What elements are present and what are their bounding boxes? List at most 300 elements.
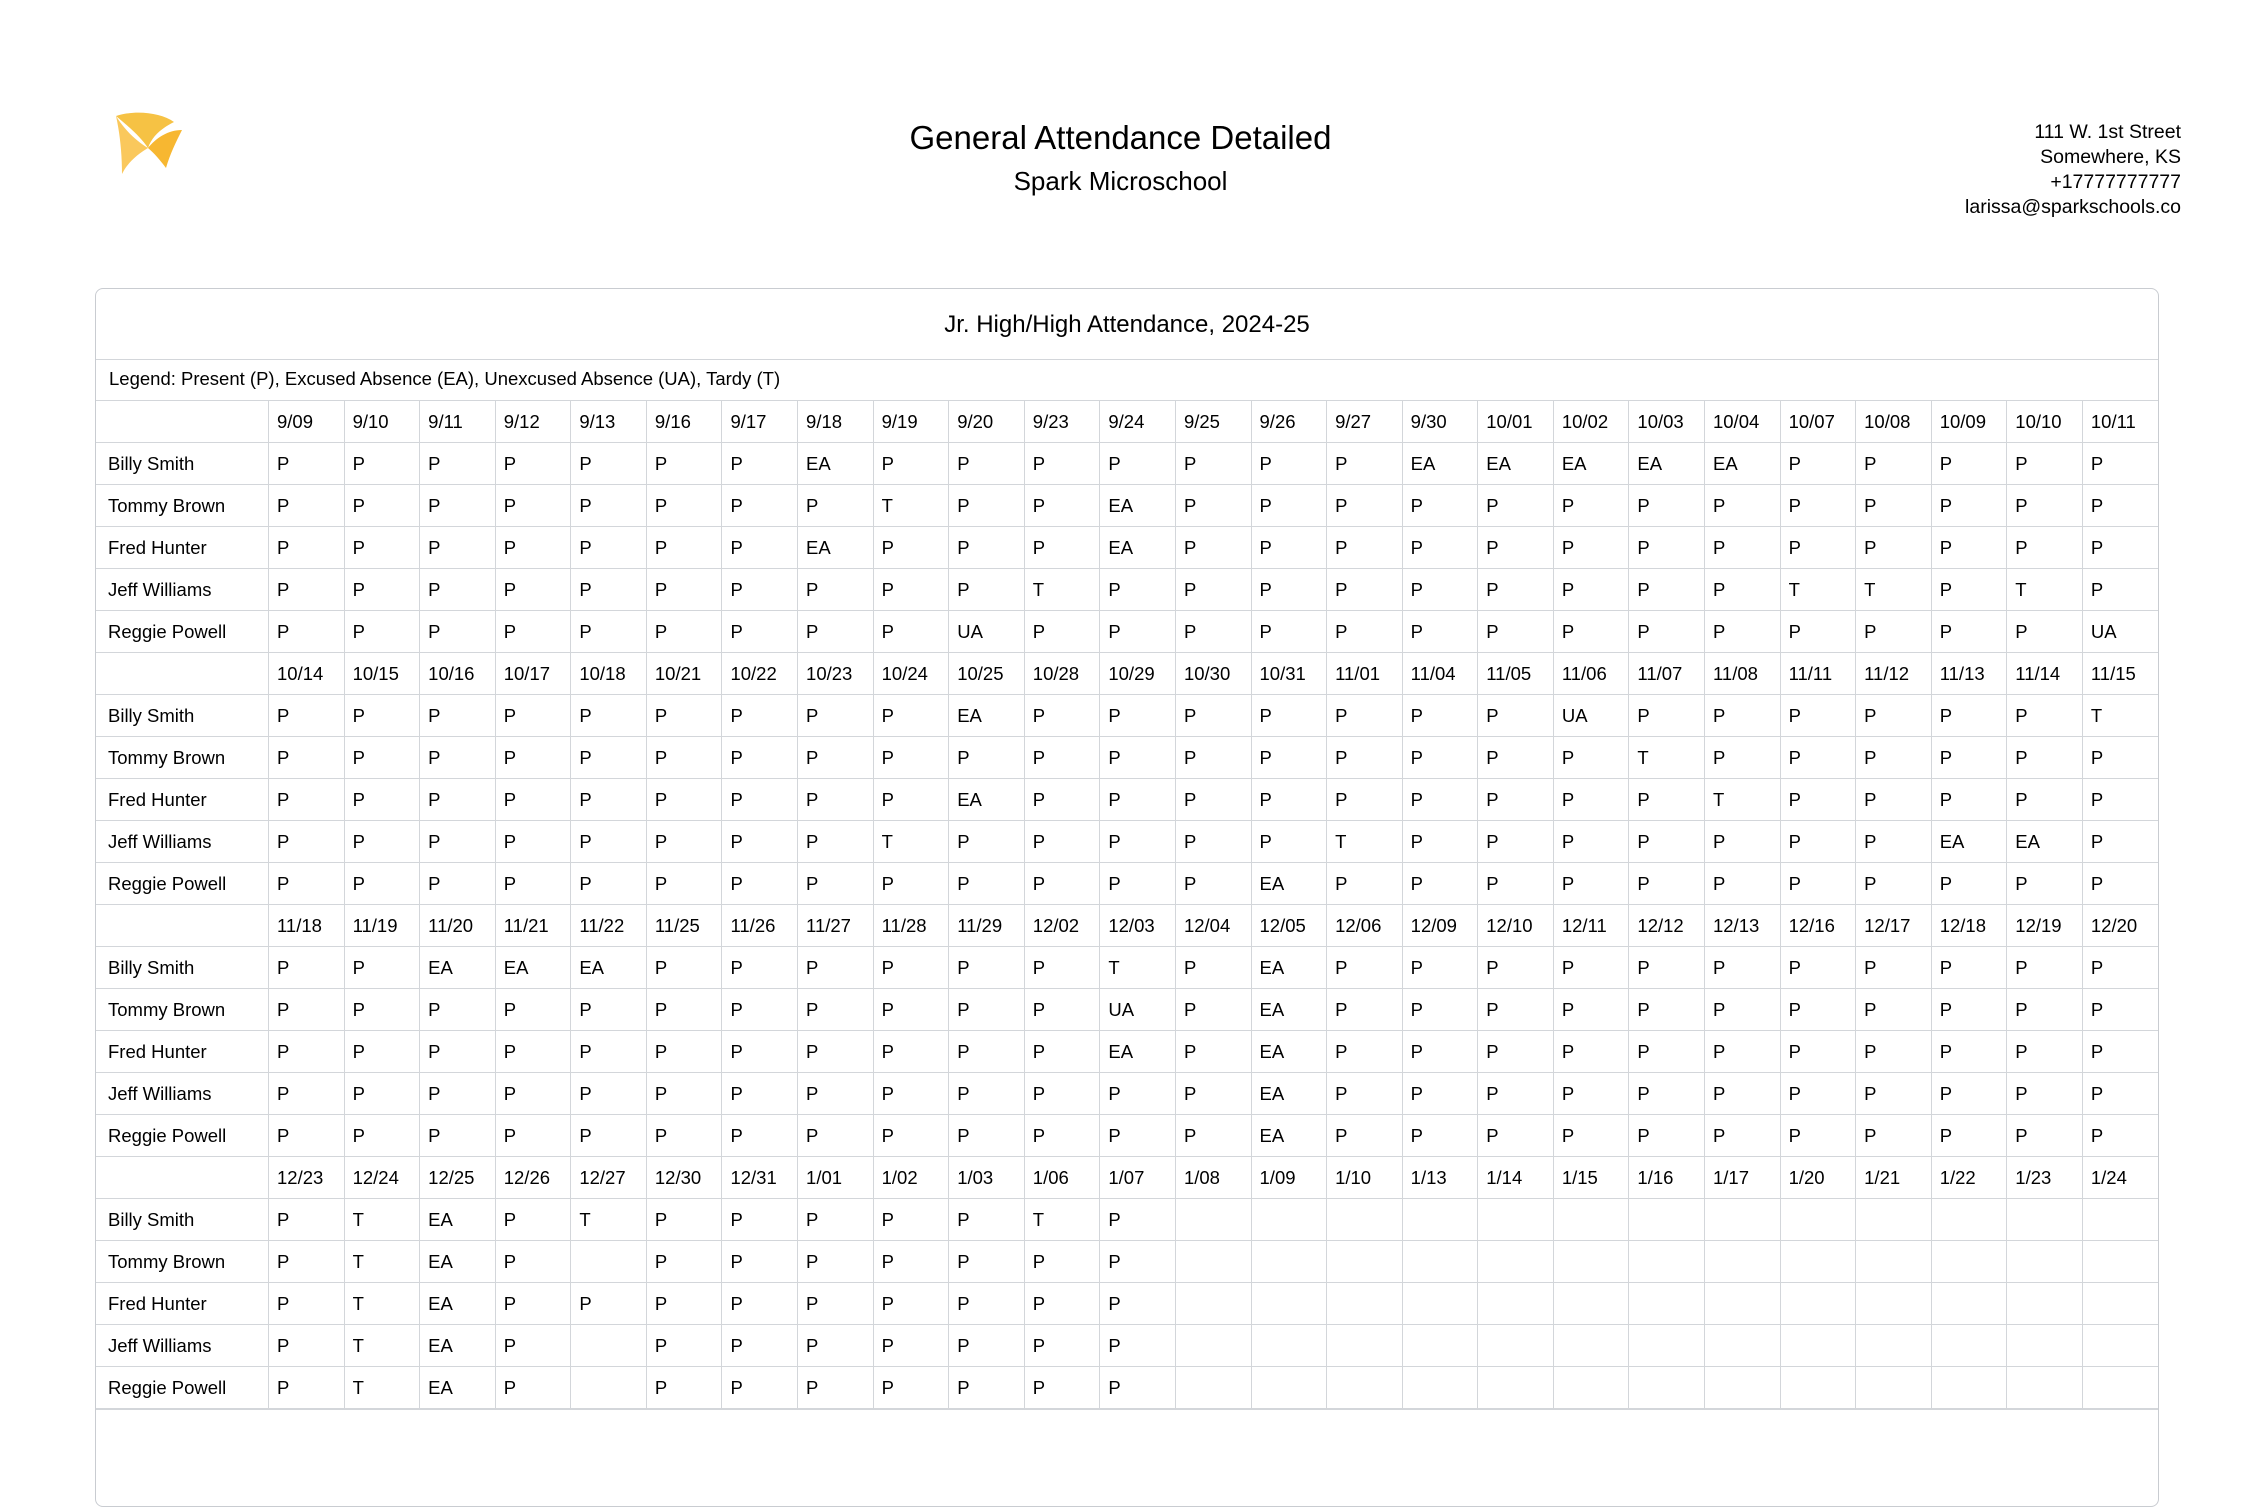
attendance-cell: P xyxy=(1100,695,1176,737)
attendance-cell: P xyxy=(1024,989,1100,1031)
attendance-cell: P xyxy=(420,485,496,527)
date-header-cell: 11/20 xyxy=(420,905,496,947)
attendance-cell: P xyxy=(949,821,1025,863)
attendance-cell: P xyxy=(1553,863,1629,905)
attendance-cell: P xyxy=(1553,569,1629,611)
attendance-cell: P xyxy=(344,695,420,737)
attendance-cell: P xyxy=(1856,485,1932,527)
attendance-cell: P xyxy=(1327,695,1403,737)
attendance-cell: P xyxy=(1175,947,1251,989)
attendance-cell: P xyxy=(1856,527,1932,569)
attendance-cell: EA xyxy=(1402,443,1478,485)
student-name-cell: Tommy Brown xyxy=(96,989,269,1031)
attendance-cell: P xyxy=(873,989,949,1031)
attendance-cell: P xyxy=(1175,569,1251,611)
date-header-cell: 12/23 xyxy=(269,1157,345,1199)
attendance-cell: P xyxy=(722,1367,798,1409)
attendance-cell: P xyxy=(1024,1115,1100,1157)
attendance-cell: P xyxy=(1553,821,1629,863)
attendance-cell: P xyxy=(1478,863,1554,905)
attendance-cell: T xyxy=(1024,1199,1100,1241)
attendance-cell xyxy=(2007,1367,2083,1409)
attendance-cell: T xyxy=(2007,569,2083,611)
attendance-cell: T xyxy=(344,1241,420,1283)
attendance-cell: P xyxy=(1402,779,1478,821)
attendance-cell: P xyxy=(949,1241,1025,1283)
attendance-cell: P xyxy=(873,569,949,611)
table-row xyxy=(96,1031,2158,1073)
attendance-cell: P xyxy=(722,779,798,821)
date-header-cell: 1/02 xyxy=(873,1157,949,1199)
attendance-cell: P xyxy=(1100,1283,1176,1325)
attendance-cell: UA xyxy=(949,611,1025,653)
attendance-cell: P xyxy=(1704,737,1780,779)
attendance-cell: P xyxy=(1100,863,1176,905)
date-header-cell: 12/10 xyxy=(1478,905,1554,947)
attendance-cell: P xyxy=(873,527,949,569)
attendance-cell: P xyxy=(1175,611,1251,653)
student-name-cell: Jeff Williams xyxy=(96,821,269,863)
attendance-cell: P xyxy=(1478,1073,1554,1115)
attendance-cell: P xyxy=(1931,527,2007,569)
date-header-cell: 11/27 xyxy=(798,905,874,947)
attendance-cell: P xyxy=(1327,863,1403,905)
attendance-cell: P xyxy=(495,821,571,863)
attendance-cell: P xyxy=(344,1115,420,1157)
attendance-cell: P xyxy=(1931,779,2007,821)
attendance-cell: P xyxy=(571,1283,647,1325)
attendance-cell: P xyxy=(798,485,874,527)
date-header-cell: 12/02 xyxy=(1024,905,1100,947)
date-header-cell: 11/08 xyxy=(1704,653,1780,695)
attendance-cell: P xyxy=(1327,737,1403,779)
attendance-cell: P xyxy=(1931,695,2007,737)
attendance-cell: EA xyxy=(1629,443,1705,485)
attendance-cell: P xyxy=(798,569,874,611)
attendance-cell xyxy=(1629,1199,1705,1241)
attendance-cell: P xyxy=(1704,863,1780,905)
attendance-cell: P xyxy=(269,1283,345,1325)
attendance-cell: P xyxy=(1024,1031,1100,1073)
attendance-cell xyxy=(1704,1241,1780,1283)
date-header-cell: 10/22 xyxy=(722,653,798,695)
attendance-cell: P xyxy=(1478,569,1554,611)
attendance-cell: P xyxy=(1402,737,1478,779)
attendance-cell: P xyxy=(722,1073,798,1115)
attendance-cell: P xyxy=(873,611,949,653)
attendance-cell: P xyxy=(1780,695,1856,737)
attendance-cell: P xyxy=(1629,989,1705,1031)
attendance-cell: P xyxy=(571,821,647,863)
attendance-cell: P xyxy=(344,989,420,1031)
attendance-cell: P xyxy=(1780,485,1856,527)
attendance-cell: P xyxy=(949,569,1025,611)
attendance-cell: P xyxy=(2082,443,2158,485)
attendance-cell xyxy=(1478,1283,1554,1325)
attendance-cell: P xyxy=(1856,695,1932,737)
attendance-cell: P xyxy=(646,611,722,653)
attendance-cell xyxy=(2082,1199,2158,1241)
attendance-cell: P xyxy=(2082,485,2158,527)
attendance-cell: P xyxy=(1175,1031,1251,1073)
attendance-cell: P xyxy=(1931,737,2007,779)
contact-city: Somewhere, KS xyxy=(2040,145,2181,168)
attendance-cell: P xyxy=(344,779,420,821)
date-header-cell: 1/17 xyxy=(1704,1157,1780,1199)
attendance-cell: P xyxy=(1402,947,1478,989)
date-header-cell: 10/07 xyxy=(1780,401,1856,443)
attendance-cell: P xyxy=(1931,569,2007,611)
attendance-cell: P xyxy=(1856,1073,1932,1115)
attendance-cell: EA xyxy=(1251,989,1327,1031)
attendance-cell xyxy=(2082,1241,2158,1283)
attendance-cell: P xyxy=(1251,779,1327,821)
attendance-cell: P xyxy=(1175,821,1251,863)
attendance-cell: P xyxy=(949,527,1025,569)
attendance-cell: P xyxy=(1024,1073,1100,1115)
attendance-cell xyxy=(1629,1325,1705,1367)
date-header-cell: 12/18 xyxy=(1931,905,2007,947)
attendance-cell: P xyxy=(873,947,949,989)
date-header-cell: 10/11 xyxy=(2082,401,2158,443)
page-header xyxy=(0,0,2241,218)
attendance-cell: P xyxy=(1024,527,1100,569)
attendance-cell: P xyxy=(2007,1115,2083,1157)
attendance-cell: P xyxy=(798,1241,874,1283)
date-header-cell: 12/03 xyxy=(1100,905,1176,947)
attendance-cell: UA xyxy=(1553,695,1629,737)
date-header-cell: 12/12 xyxy=(1629,905,1705,947)
attendance-cell: P xyxy=(1856,737,1932,779)
attendance-cell xyxy=(1780,1241,1856,1283)
attendance-cell: P xyxy=(420,737,496,779)
attendance-cell: P xyxy=(646,1325,722,1367)
attendance-cell: P xyxy=(2007,779,2083,821)
table-row xyxy=(96,737,2158,779)
attendance-cell: P xyxy=(571,569,647,611)
date-header-cell: 10/02 xyxy=(1553,401,1629,443)
attendance-cell: P xyxy=(495,1367,571,1409)
attendance-cell: P xyxy=(269,1367,345,1409)
table-row xyxy=(96,779,2158,821)
table-row xyxy=(96,947,2158,989)
date-header-cell: 11/15 xyxy=(2082,653,2158,695)
attendance-cell: P xyxy=(420,443,496,485)
attendance-cell: P xyxy=(1553,527,1629,569)
attendance-cell xyxy=(1327,1199,1403,1241)
attendance-report-card xyxy=(95,288,2159,1507)
attendance-cell: T xyxy=(344,1283,420,1325)
attendance-cell: EA xyxy=(420,1199,496,1241)
date-header-cell: 10/24 xyxy=(873,653,949,695)
date-header-cell: 10/17 xyxy=(495,653,571,695)
attendance-cell xyxy=(1856,1241,1932,1283)
attendance-cell xyxy=(1856,1199,1932,1241)
date-header-cell: 1/21 xyxy=(1856,1157,1932,1199)
attendance-cell xyxy=(1629,1241,1705,1283)
attendance-cell: P xyxy=(1553,737,1629,779)
corner-cell xyxy=(96,653,269,695)
attendance-cell: P xyxy=(1327,527,1403,569)
attendance-cell xyxy=(2007,1325,2083,1367)
attendance-cell: P xyxy=(722,863,798,905)
attendance-cell: P xyxy=(1402,527,1478,569)
attendance-cell xyxy=(1478,1367,1554,1409)
attendance-cell: P xyxy=(344,485,420,527)
attendance-cell: P xyxy=(344,611,420,653)
date-header-cell: 12/11 xyxy=(1553,905,1629,947)
attendance-cell: P xyxy=(722,821,798,863)
attendance-cell: P xyxy=(722,989,798,1031)
attendance-cell xyxy=(1704,1367,1780,1409)
attendance-cell: P xyxy=(1024,611,1100,653)
attendance-cell: P xyxy=(1251,527,1327,569)
date-header-cell: 1/07 xyxy=(1100,1157,1176,1199)
date-header-cell: 12/16 xyxy=(1780,905,1856,947)
date-header-cell: 10/16 xyxy=(420,653,496,695)
attendance-cell: P xyxy=(1024,695,1100,737)
attendance-cell: P xyxy=(571,863,647,905)
attendance-cell: P xyxy=(269,611,345,653)
attendance-cell: P xyxy=(495,863,571,905)
attendance-cell: P xyxy=(949,737,1025,779)
attendance-cell: P xyxy=(873,1031,949,1073)
attendance-cell: P xyxy=(1553,989,1629,1031)
student-name-cell: Tommy Brown xyxy=(96,737,269,779)
student-name-cell: Fred Hunter xyxy=(96,527,269,569)
date-header-cell: 1/15 xyxy=(1553,1157,1629,1199)
attendance-cell: P xyxy=(344,863,420,905)
attendance-cell: P xyxy=(2007,443,2083,485)
date-header-cell: 12/24 xyxy=(344,1157,420,1199)
attendance-cell: P xyxy=(1100,1073,1176,1115)
attendance-cell: P xyxy=(1629,611,1705,653)
attendance-cell: P xyxy=(1175,863,1251,905)
date-header-cell: 1/08 xyxy=(1175,1157,1251,1199)
attendance-cell: P xyxy=(1856,821,1932,863)
attendance-cell: P xyxy=(646,947,722,989)
date-header-cell: 10/18 xyxy=(571,653,647,695)
attendance-cell: P xyxy=(1704,695,1780,737)
attendance-cell: P xyxy=(1175,779,1251,821)
attendance-cell: P xyxy=(798,737,874,779)
attendance-cell: P xyxy=(646,779,722,821)
student-name-cell: Jeff Williams xyxy=(96,1325,269,1367)
table-row xyxy=(96,821,2158,863)
attendance-cell xyxy=(1553,1367,1629,1409)
date-header-cell: 9/20 xyxy=(949,401,1025,443)
attendance-cell: P xyxy=(1402,989,1478,1031)
attendance-cell: P xyxy=(1931,485,2007,527)
title-block xyxy=(0,118,2241,197)
attendance-cell: EA xyxy=(949,779,1025,821)
attendance-cell: P xyxy=(1024,485,1100,527)
attendance-cell: P xyxy=(1402,1031,1478,1073)
attendance-cell xyxy=(1175,1283,1251,1325)
date-header-cell: 11/29 xyxy=(949,905,1025,947)
contact-block xyxy=(1965,120,2181,220)
date-header-cell: 9/27 xyxy=(1327,401,1403,443)
attendance-cell: P xyxy=(1856,947,1932,989)
attendance-cell: P xyxy=(722,443,798,485)
attendance-cell: P xyxy=(420,611,496,653)
attendance-cell: P xyxy=(2007,1073,2083,1115)
attendance-cell: P xyxy=(722,1283,798,1325)
date-header-cell: 1/06 xyxy=(1024,1157,1100,1199)
school-name: Spark Microschool xyxy=(1013,165,1228,196)
attendance-cell: T xyxy=(344,1367,420,1409)
attendance-cell: P xyxy=(269,779,345,821)
date-header-cell: 9/24 xyxy=(1100,401,1176,443)
attendance-cell: P xyxy=(798,1283,874,1325)
attendance-cell: T xyxy=(1100,947,1176,989)
attendance-cell: P xyxy=(1024,1367,1100,1409)
attendance-cell: P xyxy=(1402,1115,1478,1157)
contact-street: 111 W. 1st Street xyxy=(2034,121,2181,143)
attendance-cell xyxy=(1478,1325,1554,1367)
attendance-cell: P xyxy=(269,527,345,569)
attendance-cell: P xyxy=(495,443,571,485)
attendance-cell: P xyxy=(420,821,496,863)
date-header-cell: 11/01 xyxy=(1327,653,1403,695)
attendance-cell: P xyxy=(2082,779,2158,821)
attendance-cell: P xyxy=(1629,821,1705,863)
attendance-cell: P xyxy=(873,737,949,779)
attendance-cell: P xyxy=(1856,443,1932,485)
student-name-cell: Fred Hunter xyxy=(96,1031,269,1073)
attendance-cell: P xyxy=(1553,947,1629,989)
student-name-cell: Tommy Brown xyxy=(96,1241,269,1283)
date-header-cell: 9/11 xyxy=(420,401,496,443)
attendance-cell xyxy=(1175,1325,1251,1367)
attendance-cell: P xyxy=(495,569,571,611)
date-header-cell: 10/01 xyxy=(1478,401,1554,443)
attendance-cell: P xyxy=(1780,611,1856,653)
attendance-cell: P xyxy=(873,1367,949,1409)
date-header-cell: 1/22 xyxy=(1931,1157,2007,1199)
attendance-cell: P xyxy=(269,1325,345,1367)
attendance-cell: P xyxy=(646,1241,722,1283)
attendance-cell xyxy=(2082,1367,2158,1409)
table-row xyxy=(96,863,2158,905)
table-row xyxy=(96,1283,2158,1325)
table-row xyxy=(96,695,2158,737)
attendance-cell: P xyxy=(798,779,874,821)
attendance-cell xyxy=(1931,1367,2007,1409)
attendance-cell: P xyxy=(344,527,420,569)
attendance-cell: P xyxy=(646,1367,722,1409)
attendance-cell: T xyxy=(2082,695,2158,737)
attendance-cell: P xyxy=(722,695,798,737)
attendance-cell: P xyxy=(269,1115,345,1157)
page-title: General Attendance Detailed xyxy=(909,119,1332,156)
date-header-cell: 11/26 xyxy=(722,905,798,947)
attendance-cell: P xyxy=(420,527,496,569)
attendance-cell: P xyxy=(646,1199,722,1241)
date-header-cell: 12/27 xyxy=(571,1157,647,1199)
attendance-cell: P xyxy=(1327,569,1403,611)
attendance-cell: P xyxy=(1780,1073,1856,1115)
attendance-cell: P xyxy=(1931,1115,2007,1157)
attendance-cell xyxy=(1704,1199,1780,1241)
attendance-cell: P xyxy=(495,779,571,821)
attendance-cell: P xyxy=(1478,947,1554,989)
attendance-cell: P xyxy=(1100,1367,1176,1409)
attendance-cell: P xyxy=(1478,485,1554,527)
attendance-cell: P xyxy=(1553,485,1629,527)
attendance-cell: P xyxy=(1629,779,1705,821)
attendance-cell: P xyxy=(571,695,647,737)
attendance-cell xyxy=(1327,1241,1403,1283)
attendance-cell: P xyxy=(798,1073,874,1115)
attendance-cell: EA xyxy=(420,1241,496,1283)
attendance-cell xyxy=(1780,1283,1856,1325)
attendance-cell: P xyxy=(949,1199,1025,1241)
attendance-cell: P xyxy=(1704,1031,1780,1073)
date-header-cell: 10/04 xyxy=(1704,401,1780,443)
attendance-cell: P xyxy=(571,779,647,821)
attendance-cell: P xyxy=(1175,1115,1251,1157)
attendance-cell: P xyxy=(1024,1283,1100,1325)
attendance-cell: EA xyxy=(1704,443,1780,485)
table-row xyxy=(96,443,2158,485)
attendance-cell: P xyxy=(1478,821,1554,863)
attendance-cell xyxy=(1553,1283,1629,1325)
date-header-cell: 9/09 xyxy=(269,401,345,443)
corner-cell xyxy=(96,401,269,443)
student-name-cell: Tommy Brown xyxy=(96,485,269,527)
attendance-cell: P xyxy=(1780,989,1856,1031)
attendance-cell: P xyxy=(269,485,345,527)
date-header-row xyxy=(96,401,2158,443)
attendance-cell: P xyxy=(1327,779,1403,821)
date-header-cell: 11/25 xyxy=(646,905,722,947)
date-header-cell: 11/18 xyxy=(269,905,345,947)
attendance-cell: EA xyxy=(495,947,571,989)
attendance-cell: P xyxy=(722,1325,798,1367)
attendance-cell: P xyxy=(1327,1073,1403,1115)
attendance-cell: P xyxy=(1251,569,1327,611)
attendance-cell: P xyxy=(495,527,571,569)
attendance-cell: P xyxy=(1175,485,1251,527)
attendance-cell xyxy=(1780,1367,1856,1409)
date-header-cell: 9/17 xyxy=(722,401,798,443)
date-header-cell: 9/25 xyxy=(1175,401,1251,443)
attendance-cell: P xyxy=(1402,821,1478,863)
attendance-cell: P xyxy=(1402,611,1478,653)
attendance-cell: EA xyxy=(420,1283,496,1325)
attendance-cell: P xyxy=(1856,779,1932,821)
attendance-cell xyxy=(1251,1283,1327,1325)
date-header-cell: 10/10 xyxy=(2007,401,2083,443)
attendance-cell: P xyxy=(646,1073,722,1115)
attendance-cell: P xyxy=(1100,443,1176,485)
attendance-cell: P xyxy=(495,1115,571,1157)
attendance-cell: T xyxy=(1629,737,1705,779)
attendance-cell: P xyxy=(1931,611,2007,653)
attendance-cell: P xyxy=(722,527,798,569)
attendance-cell: P xyxy=(269,443,345,485)
attendance-cell: P xyxy=(1704,1073,1780,1115)
attendance-cell xyxy=(1175,1367,1251,1409)
attendance-cell: P xyxy=(722,1115,798,1157)
date-header-cell: 12/09 xyxy=(1402,905,1478,947)
attendance-cell: P xyxy=(949,1115,1025,1157)
date-header-cell: 12/19 xyxy=(2007,905,2083,947)
attendance-cell: P xyxy=(646,821,722,863)
attendance-cell: P xyxy=(798,1325,874,1367)
attendance-cell: P xyxy=(798,611,874,653)
